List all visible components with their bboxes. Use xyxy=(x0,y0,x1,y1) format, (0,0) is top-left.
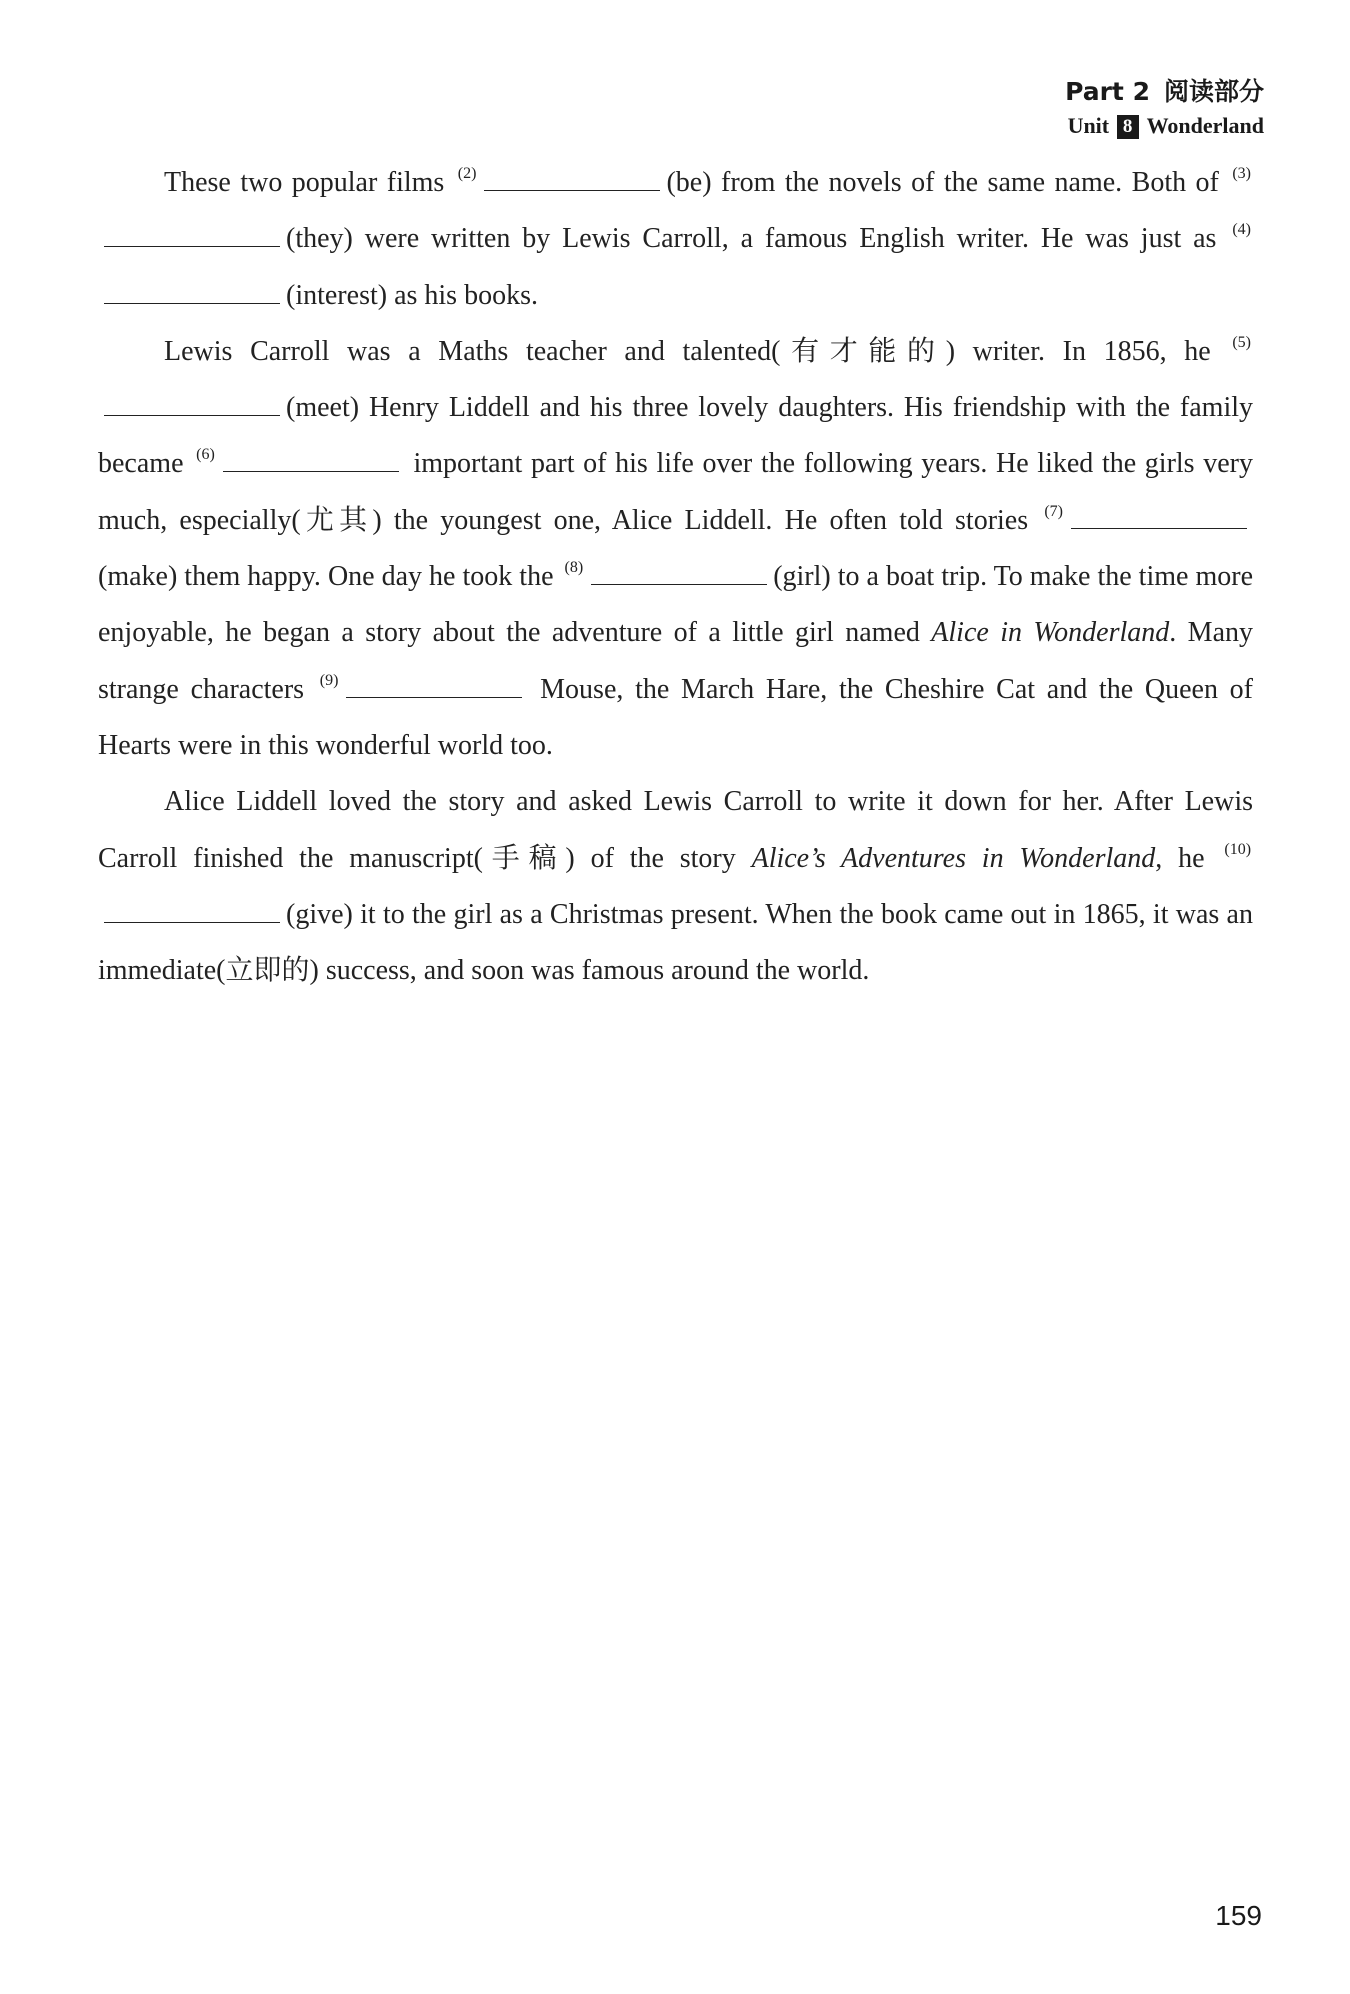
unit-title: Wonderland xyxy=(1146,113,1264,138)
answer-blank[interactable] xyxy=(104,395,280,416)
question-number: (5) xyxy=(1232,333,1251,351)
question-number: (7) xyxy=(1044,502,1063,520)
passage-text: (give) it to the girl as a Christmas present. When the book came out in 1865, it was an immediate(立即的) success, and soon was famous around the world. xyxy=(98,898,1253,987)
answer-blank[interactable] xyxy=(346,677,522,698)
passage-text: , he xyxy=(1155,842,1221,874)
question-number: (10) xyxy=(1224,840,1252,858)
answer-blank[interactable] xyxy=(1071,508,1247,529)
book-title: Alice in Wonderland xyxy=(931,617,1170,649)
answer-blank[interactable] xyxy=(484,170,660,191)
paragraph-2 xyxy=(98,324,1253,774)
passage-text: Lewis Carroll was a Maths teacher and talented(有才能的) writer. In 1856, he xyxy=(164,335,1229,367)
passage-text: Mouse, the March Hare, the Cheshire Cat and the Queen of Hearts were in this wonderful world too. xyxy=(98,673,1253,761)
book-title: Alice’s Adventures in Wonderland xyxy=(751,842,1156,874)
passage-text: . Many strange characters xyxy=(98,617,1253,705)
passage-text: (meet) Henry Liddell and his three lovely daughters. His friendship with the family became xyxy=(98,392,1253,480)
answer-blank[interactable] xyxy=(591,564,767,585)
passage-text: (they) were written by Lewis Carroll, a famous English writer. He was just as xyxy=(286,223,1229,255)
question-number: (2) xyxy=(457,165,477,182)
passage-text: (interest) as his books. xyxy=(286,279,538,311)
paragraph-3 xyxy=(98,774,1253,999)
unit-label: Unit xyxy=(1067,113,1110,138)
passage-text: important part of his life over the following years. He liked the girls very much, especially(尤其) the youngest one, Alice Liddell. He often told stories xyxy=(98,448,1253,536)
question-number: (4) xyxy=(1232,221,1251,239)
part-heading xyxy=(1065,74,1264,110)
passage-text: (make) them happy. One day he took the xyxy=(98,561,561,593)
unit-heading xyxy=(1065,110,1264,142)
page-header xyxy=(1065,74,1264,142)
passage xyxy=(98,155,1253,999)
passage-text: (girl) to a boat trip. To make the time more enjoyable, he began a story about the adventure of a little girl named xyxy=(98,561,1254,649)
part-title: 阅读部分 xyxy=(1163,77,1264,106)
paragraph-1 xyxy=(98,155,1253,324)
question-number: (3) xyxy=(1232,165,1251,182)
question-number: (6) xyxy=(196,446,215,464)
question-number: (9) xyxy=(319,671,339,689)
answer-blank[interactable] xyxy=(104,902,280,923)
answer-blank[interactable] xyxy=(223,451,399,472)
answer-blank[interactable] xyxy=(104,283,280,304)
passage-text: These two popular films xyxy=(164,167,454,198)
page-number: 159 xyxy=(1215,1900,1262,1931)
passage-text: (be) from the novels of the same name. Both of xyxy=(666,167,1229,198)
answer-blank[interactable] xyxy=(104,226,280,247)
passage-text: Alice Liddell loved the story and asked Lewis Carroll to write it down for her. After Lewis Carroll finished the manuscript(手稿) of the story xyxy=(98,786,1253,874)
unit-number-badge: 8 xyxy=(1117,115,1139,139)
part-label: Part 2 xyxy=(1065,77,1150,106)
question-number: (8) xyxy=(564,559,584,577)
